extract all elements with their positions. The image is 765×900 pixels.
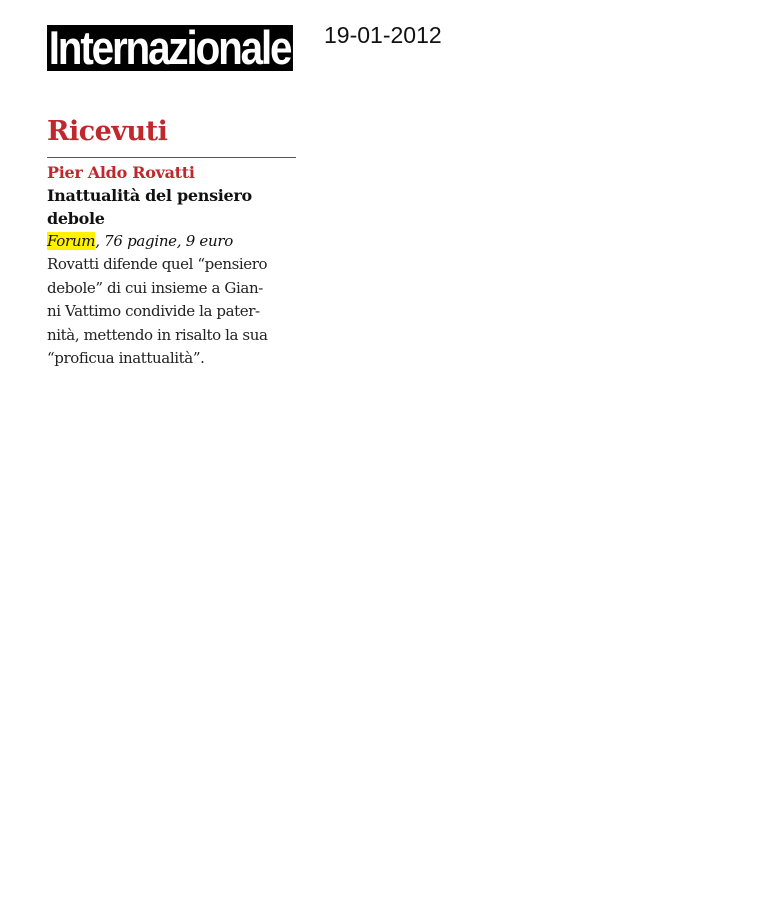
publication-details: , 76 pagine, 9 euro — [95, 232, 233, 250]
review-section — [47, 115, 296, 371]
review-body — [47, 253, 296, 371]
masthead — [47, 21, 333, 74]
book-title-line: debole — [47, 209, 105, 228]
publication-info — [47, 230, 296, 253]
book-author: Pier Aldo Rovatti — [47, 163, 195, 182]
review-body-line: debole” di cui insieme a Gian- — [47, 278, 263, 297]
publication-logo: Internazionale — [47, 25, 293, 71]
review-body-line: “proficua inattualità”. — [47, 349, 205, 367]
book-title — [47, 184, 296, 230]
section-title: Ricevuti — [47, 116, 168, 147]
review-body-line: nità, mettendo in risalto la sua — [47, 325, 268, 344]
publication-date: 19-01-2012 — [324, 22, 442, 48]
review-body-line: ni Vattimo condivide la pater- — [47, 302, 260, 320]
publisher-name: Forum — [47, 232, 96, 250]
review-body-line: Rovatti difende quel “pensiero — [47, 255, 268, 273]
section-divider — [47, 157, 296, 158]
book-title-line: Inattualità del pensiero — [47, 186, 252, 205]
